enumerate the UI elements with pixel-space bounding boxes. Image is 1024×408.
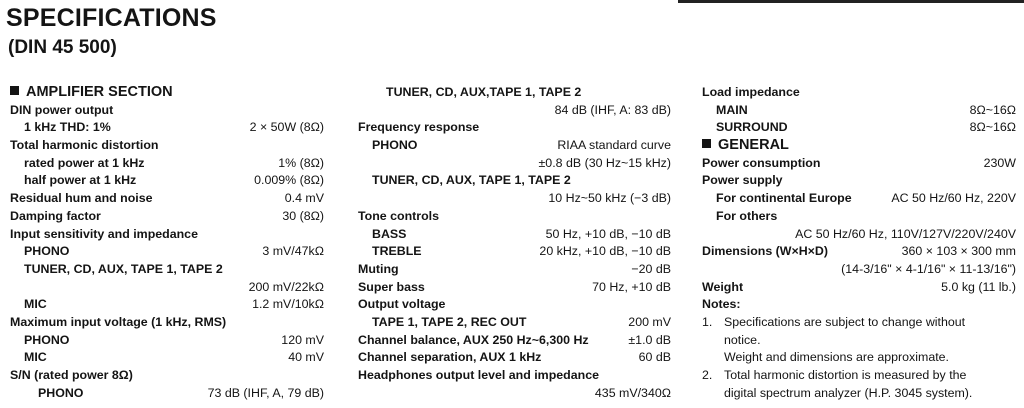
spec-row: TUNER, CD, AUX, TAPE 1, TAPE 2 bbox=[24, 261, 223, 276]
square-bullet-icon bbox=[10, 86, 19, 95]
spec-label: Total harmonic distortion bbox=[10, 138, 159, 153]
spec-row: 1 kHz THD: 1% 2 × 50W (8Ω) bbox=[24, 120, 324, 135]
spec-row: BASS 50 Hz, +10 dB, −10 dB bbox=[372, 226, 671, 241]
spec-row: Channel balance, AUX 250 Hz~6,300 Hz ±1.0 dB bbox=[358, 332, 671, 347]
spec-row: TREBLE 20 kHz, +10 dB, −10 dB bbox=[372, 244, 671, 259]
spec-row: For others bbox=[716, 208, 778, 223]
spec-row: For continental Europe AC 50 Hz/60 Hz, 220V bbox=[716, 191, 1016, 206]
spec-row: TUNER, CD, AUX, TAPE 1, TAPE 2 bbox=[372, 173, 571, 188]
spec-row: half power at 1 kHz 0.009% (8Ω) bbox=[24, 173, 324, 188]
note-item: 1. Specifications are subject to change without bbox=[702, 314, 966, 329]
note-item: 2. Total harmonic distortion is measured by the bbox=[702, 368, 967, 383]
spec-row: (14-3/16" × 4-1/16" × 11-13/16") bbox=[841, 261, 1016, 276]
spec-column-1 bbox=[10, 84, 324, 402]
spec-row: rated power at 1 kHz 1% (8Ω) bbox=[24, 155, 324, 170]
spec-row: MAIN 8Ω~16Ω bbox=[716, 102, 1016, 117]
page-title: SPECIFICATIONS bbox=[6, 4, 217, 32]
spec-label: Input sensitivity and impedance bbox=[10, 226, 198, 241]
spec-row: SURROUND 8Ω~16Ω bbox=[716, 120, 1016, 135]
spec-label: S/N (rated power 8Ω) bbox=[10, 368, 133, 382]
spec-label: Maximum input voltage (1 kHz, RMS) bbox=[10, 314, 227, 329]
spec-row: Muting −20 dB bbox=[358, 261, 671, 276]
spec-label: Load impedance bbox=[702, 85, 800, 99]
spec-row: Channel separation, AUX 1 kHz 60 dB bbox=[358, 350, 671, 365]
spec-row: PHONO 73 dB (IHF, A, 79 dB) bbox=[38, 385, 324, 400]
spec-row: Weight 5.0 kg (11 lb.) bbox=[702, 279, 1016, 294]
spec-row: PHONO 3 mV/47kΩ bbox=[24, 244, 324, 259]
note-item: digital spectrum analyzer (H.P. 3045 system). bbox=[724, 385, 973, 400]
note-item: notice. bbox=[724, 332, 761, 347]
spec-row: Power consumption 230W bbox=[702, 155, 1016, 170]
spec-column-3 bbox=[702, 84, 1016, 402]
spec-row: TAPE 1, TAPE 2, REC OUT 200 mV bbox=[372, 314, 671, 329]
spec-row: 435 mV/340Ω bbox=[594, 385, 671, 400]
spec-row: MIC 1.2 mV/10kΩ bbox=[24, 297, 324, 312]
page-subtitle: (DIN 45 500) bbox=[8, 37, 117, 58]
spec-row: PHONO RIAA standard curve bbox=[372, 138, 671, 153]
square-bullet-icon bbox=[702, 139, 711, 148]
spec-label: Tone controls bbox=[358, 208, 439, 223]
spec-label: Headphones output level and impedance bbox=[358, 368, 599, 382]
spec-row: Damping factor 30 (8Ω) bbox=[10, 208, 324, 223]
spec-row: TUNER, CD, AUX,TAPE 1, TAPE 2 bbox=[386, 85, 582, 99]
section-heading-amplifier: AMPLIFIER SECTION bbox=[10, 84, 324, 102]
top-rule bbox=[678, 0, 1024, 3]
spec-row: MIC 40 mV bbox=[24, 350, 324, 365]
spec-row: PHONO 120 mV bbox=[24, 332, 324, 347]
spec-row: 10 Hz~50 kHz (−3 dB) bbox=[548, 191, 671, 206]
notes-heading: Notes: bbox=[702, 297, 741, 312]
spec-row: 200 mV/22kΩ bbox=[248, 279, 324, 294]
spec-label: Frequency response bbox=[358, 120, 480, 135]
spec-column-2 bbox=[358, 84, 671, 402]
spec-row: ±0.8 dB (30 Hz~15 kHz) bbox=[538, 155, 671, 170]
spec-row: 84 dB (IHF, A: 83 dB) bbox=[554, 102, 671, 117]
spec-label: DIN power output bbox=[10, 102, 114, 117]
spec-row: AC 50 Hz/60 Hz, 110V/127V/220V/240V bbox=[795, 226, 1016, 241]
section-heading-general: GENERAL bbox=[702, 137, 1016, 155]
note-item: Weight and dimensions are approximate. bbox=[724, 350, 949, 365]
spec-row: Super bass 70 Hz, +10 dB bbox=[358, 279, 671, 294]
spec-label: Power supply bbox=[702, 173, 783, 188]
spec-label: Output voltage bbox=[358, 297, 446, 312]
spec-row: Dimensions (W×H×D) 360 × 103 × 300 mm bbox=[702, 244, 1016, 259]
spec-row: Residual hum and noise 0.4 mV bbox=[10, 191, 324, 206]
